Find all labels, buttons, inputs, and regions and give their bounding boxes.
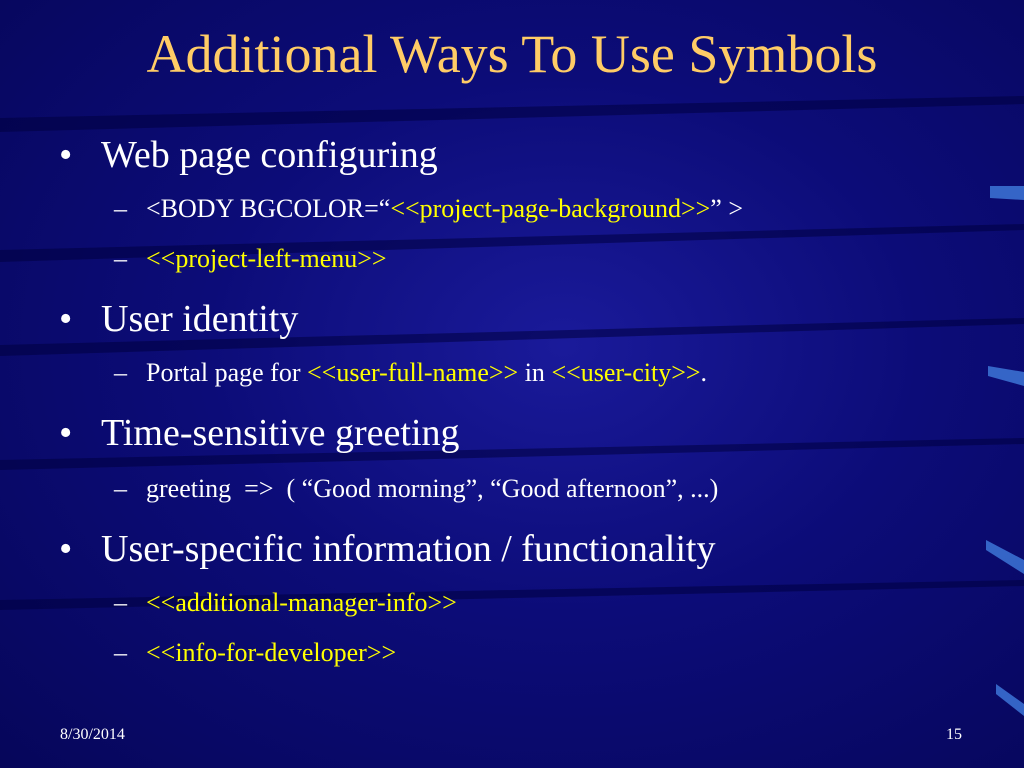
sub-bullet-item <box>114 473 719 505</box>
symbol-placeholder: <<info-for-developer>> <box>146 638 397 667</box>
bullet-text: Time-sensitive greeting <box>101 412 460 454</box>
slide-title: Additional Ways To Use Symbols <box>146 24 878 84</box>
bullet-marker: • <box>59 528 73 570</box>
symbol-placeholder: <<user-city>> <box>551 358 701 387</box>
bullet-item <box>59 527 716 571</box>
dash-marker: – <box>114 358 127 387</box>
sub-text: greeting => ( “Good morning”, “Good afternoon”, ...) <box>146 474 719 503</box>
dash-marker: – <box>114 194 127 223</box>
bullet-text: User-specific information / functionality <box>101 528 716 570</box>
bullet-text: Web page configuring <box>101 134 438 176</box>
bullet-item <box>59 133 438 177</box>
sub-text: Portal page for <box>146 358 308 387</box>
dash-marker: – <box>114 474 127 503</box>
symbol-placeholder: <<user-full-name>> <box>307 358 519 387</box>
footer-page-number: 15 <box>946 726 962 743</box>
bullet-marker: • <box>59 134 73 176</box>
sub-text: ” > <box>710 194 743 223</box>
bullet-item <box>59 411 460 455</box>
footer-date: 8/30/2014 <box>60 726 125 743</box>
sub-text: <BODY BGCOLOR=“ <box>146 194 391 223</box>
bullet-text: User identity <box>101 298 299 340</box>
bullet-item <box>59 297 299 341</box>
sub-bullet-item <box>114 193 743 225</box>
sub-bullet-item <box>114 637 397 669</box>
sub-text: in <box>518 358 552 387</box>
dash-marker: – <box>114 638 127 667</box>
symbol-placeholder: <<project-page-background>> <box>390 194 711 223</box>
symbol-placeholder: <<project-left-menu>> <box>146 244 387 273</box>
sub-bullet-item <box>114 357 708 389</box>
dash-marker: – <box>114 244 127 273</box>
symbol-placeholder: <<additional-manager-info>> <box>146 588 457 617</box>
bullet-marker: • <box>59 412 73 454</box>
bullet-marker: • <box>59 298 73 340</box>
sub-bullet-item <box>114 587 457 619</box>
sub-bullet-item <box>114 243 387 275</box>
dash-marker: – <box>114 588 127 617</box>
sub-text: . <box>700 358 708 387</box>
